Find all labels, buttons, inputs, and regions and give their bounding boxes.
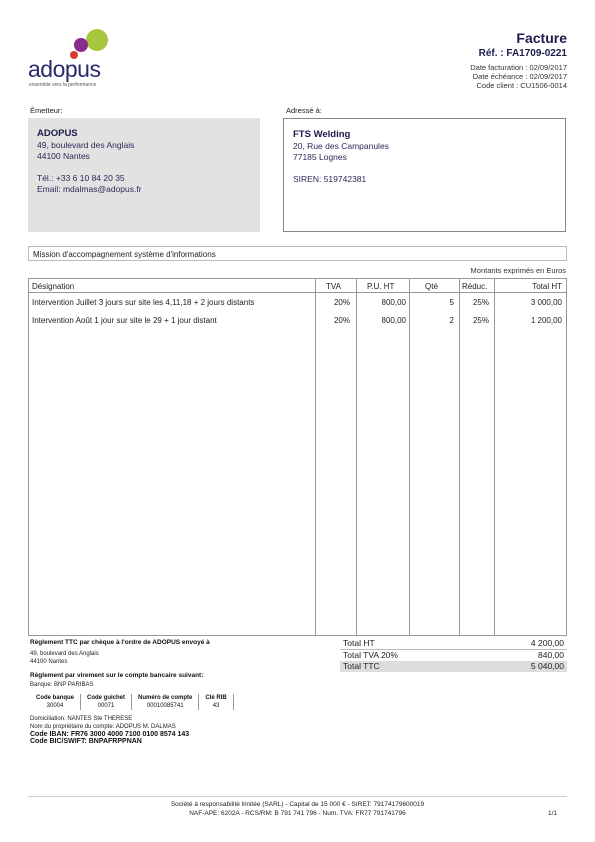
total-ht-value: 4 200,00 bbox=[530, 638, 564, 648]
totals-block bbox=[340, 638, 567, 672]
row-2-unit-price: 800,00 bbox=[381, 316, 406, 325]
total-ttc-row bbox=[340, 661, 567, 672]
row-2-tva: 20% bbox=[333, 316, 350, 325]
emitter-box bbox=[28, 118, 260, 232]
emitter-email: Email: mdalmas@adopus.fr bbox=[37, 184, 142, 194]
account-number-header: Numéro de compte bbox=[132, 694, 199, 702]
rib-key-header: Clé RIB bbox=[199, 694, 233, 702]
recipient-address-2: 77185 Lognes bbox=[293, 152, 347, 162]
account-number-value: 00010085741 bbox=[132, 702, 199, 710]
invoice-header bbox=[470, 30, 567, 90]
invoice-reference: Réf. : FA1709-0221 bbox=[478, 48, 567, 59]
bic-swift: Code BIC/SWIFT: BNPAFRPPNAN bbox=[30, 738, 142, 745]
total-ht-label: Total HT bbox=[343, 638, 375, 648]
row-1-discount: 25% bbox=[472, 298, 489, 307]
emitter-address-1: 49, boulevard des Anglais bbox=[37, 140, 135, 150]
recipient-address-1: 20, Rue des Campanules bbox=[293, 141, 389, 151]
bank-code-value: 30004 bbox=[30, 702, 81, 710]
rib-key-value: 43 bbox=[199, 702, 233, 710]
header-quantity: Qté bbox=[425, 282, 438, 291]
row-2-total: 1 200,00 bbox=[530, 316, 562, 325]
logo-circle-green bbox=[86, 29, 108, 51]
footer-legal-1: Société à responsabilité limitée (SARL) - Capital de 15 000 € - SIRET: 79174179600019 bbox=[170, 801, 425, 808]
emitter-phone: Tél.: +33 6 10 84 20 35 bbox=[37, 173, 125, 183]
row-1-quantity: 5 bbox=[449, 298, 454, 307]
logo-tagline: ensemble vers la performance bbox=[29, 82, 97, 88]
logo-circle-purple bbox=[74, 38, 88, 52]
cheque-address-1: 49, boulevard des Anglais bbox=[30, 651, 99, 657]
total-ttc-value: 5 040,00 bbox=[530, 661, 564, 671]
header-total-ht: Total HT bbox=[532, 282, 562, 291]
account-owner: Nom du propriétaire du compte: ADOPUS M. DALMAS bbox=[30, 724, 176, 730]
domiciliation: Domiciliation: NANTES Ste THERESE bbox=[30, 716, 133, 722]
invoice-date: Date facturation : 02/09/2017 bbox=[470, 63, 567, 72]
footer-legal-2: NAF-APE: 6202A - RCS/RM: B 791 741 796 - Num. TVA: FR77 791741796 bbox=[189, 810, 406, 817]
line-items-table bbox=[28, 278, 567, 636]
mission-title: Mission d'accompagnement système d'informations bbox=[28, 246, 567, 261]
row-1-designation: Intervention Juillet 3 jours sur site les 4,11,18 + 2 jours distants bbox=[32, 298, 255, 307]
header-designation: Désignation bbox=[32, 282, 75, 291]
company-logo bbox=[28, 26, 128, 92]
due-date: Date échéance : 02/09/2017 bbox=[472, 72, 567, 81]
recipient-box bbox=[283, 118, 566, 232]
cheque-address-2: 44100 Nantes bbox=[30, 659, 68, 665]
branch-code-header: Code guichet bbox=[81, 694, 132, 702]
bank-extra bbox=[30, 715, 189, 745]
logo-wordmark: adopus bbox=[28, 56, 101, 82]
transfer-title: Règlement par virement sur le compte bancaire suivant: bbox=[30, 672, 204, 679]
iban: Code IBAN: FR76 3000 4000 7100 0100 8574 143 bbox=[30, 731, 190, 738]
row-1-total: 3 000,00 bbox=[530, 298, 562, 307]
header-tva: TVA bbox=[326, 282, 341, 291]
bank-details-table bbox=[30, 694, 234, 710]
total-tva-label: Total TVA 20% bbox=[343, 650, 398, 660]
footer-divider bbox=[28, 796, 567, 797]
invoice-title: Facture bbox=[516, 30, 567, 46]
recipient-label: Adressé à: bbox=[286, 106, 322, 115]
header-unit-price: P.U. HT bbox=[367, 282, 395, 291]
bank-name: Banque: BNP PARIBAS bbox=[30, 682, 94, 688]
page-number: 1/1 bbox=[547, 810, 557, 817]
client-code: Code client : CU1506-0014 bbox=[476, 81, 567, 90]
header-discount: Réduc. bbox=[462, 282, 488, 291]
row-2-quantity: 2 bbox=[449, 316, 454, 325]
row-1-tva: 20% bbox=[333, 298, 350, 307]
emitter-name: ADOPUS bbox=[37, 128, 78, 139]
recipient-name: FTS Welding bbox=[293, 129, 351, 140]
row-1-unit-price: 800,00 bbox=[381, 298, 406, 307]
branch-code-value: 00071 bbox=[81, 702, 132, 710]
currency-note: Montants exprimés en Euros bbox=[470, 266, 566, 275]
total-tva-value: 840,00 bbox=[538, 650, 564, 660]
payment-section bbox=[30, 639, 210, 689]
cheque-title: Règlement TTC par chèque à l'ordre de ADOPUS envoyé à bbox=[30, 639, 210, 646]
bank-code-header: Code banque bbox=[30, 694, 81, 702]
emitter-label: Émetteur: bbox=[30, 106, 63, 115]
total-tva-row bbox=[340, 649, 567, 661]
total-ht-row bbox=[340, 638, 567, 649]
row-2-designation: Intervention Août 1 jour sur site le 29 + 1 jour distant bbox=[32, 316, 217, 325]
emitter-address-2: 44100 Nantes bbox=[37, 151, 90, 161]
row-2-discount: 25% bbox=[472, 316, 489, 325]
recipient-siren: SIREN: 519742381 bbox=[293, 174, 367, 184]
total-ttc-label: Total TTC bbox=[343, 661, 380, 671]
